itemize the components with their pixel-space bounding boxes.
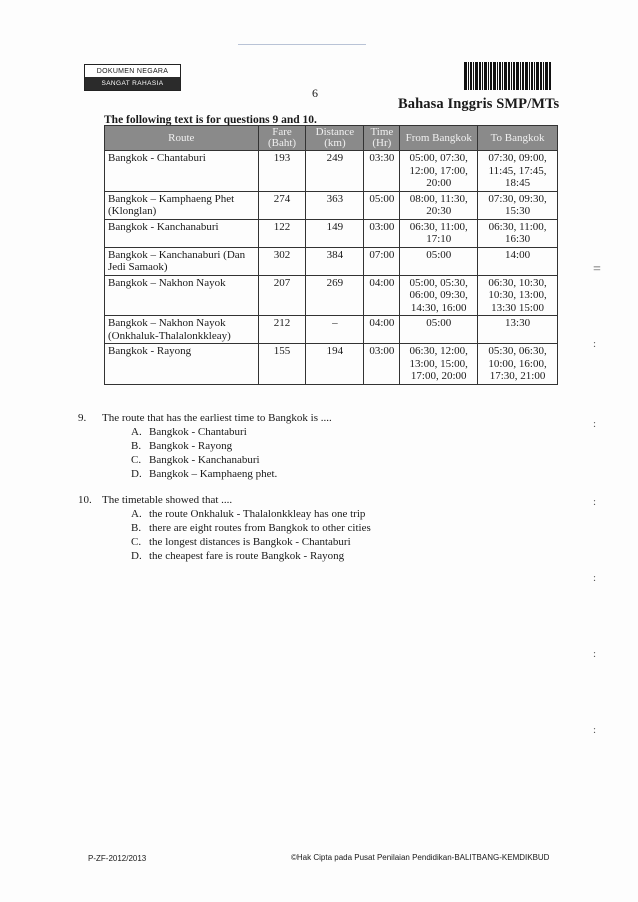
question-10-option-d[interactable] <box>131 550 344 562</box>
page-number: 6 <box>312 86 318 100</box>
to-bangkok-cell: 06:30, 11:00, 16:30 <box>478 219 558 247</box>
time-cell: 07:00 <box>364 247 400 275</box>
route-cell: Bangkok - Rayong <box>105 344 259 385</box>
route-cell: Bangkok – Kanchanaburi (Dan Jedi Samaok) <box>105 247 259 275</box>
option-letter: B. <box>131 440 142 452</box>
document-code: P-ZF-2012/2013 <box>88 854 147 863</box>
table-row <box>105 275 558 316</box>
fare-cell: 122 <box>258 219 306 247</box>
question-10-stem: The timetable showed that .... <box>102 494 233 506</box>
option-text: the cheapest fare is route Bangkok - Rayong <box>149 550 345 562</box>
option-text: Bangkok - Chantaburi <box>149 426 247 438</box>
fare-cell: 212 <box>258 316 306 344</box>
table-row <box>105 344 558 385</box>
to-bangkok-cell: 14:00 <box>478 247 558 275</box>
option-letter: C. <box>131 454 142 466</box>
header-distance: Distance (km) <box>306 126 364 151</box>
intro-text: The following text is for questions 9 and 10. <box>104 114 317 126</box>
question-9-option-c[interactable] <box>131 454 260 466</box>
fare-cell: 274 <box>258 191 306 219</box>
table-row <box>105 219 558 247</box>
question-9-option-d[interactable] <box>131 468 277 480</box>
distance-cell: 249 <box>306 151 364 192</box>
question-9-option-a[interactable] <box>131 426 247 438</box>
time-cell: 04:00 <box>364 275 400 316</box>
distance-cell: 149 <box>306 219 364 247</box>
to-bangkok-cell: 05:30, 06:30, 10:00, 16:00, 17:30, 21:00 <box>478 344 558 385</box>
table-header-row <box>105 126 558 151</box>
question-10-option-a[interactable] <box>131 508 365 520</box>
fare-cell: 207 <box>258 275 306 316</box>
distance-cell: – <box>306 316 364 344</box>
table-row <box>105 151 558 192</box>
to-bangkok-cell: 07:30, 09:30, 15:30 <box>478 191 558 219</box>
distance-cell: 363 <box>306 191 364 219</box>
option-letter: A. <box>131 426 142 438</box>
option-text: Bangkok - Rayong <box>149 440 233 452</box>
from-bangkok-cell: 05:00 <box>400 316 478 344</box>
to-bangkok-cell: 06:30, 10:30, 10:30, 13:00, 13:30 15:00 <box>478 275 558 316</box>
question-10-option-b[interactable] <box>131 522 371 534</box>
question-9-stem: The route that has the earliest time to Bangkok is .... <box>102 412 332 424</box>
route-cell: Bangkok – Nakhon Nayok (Onkhaluk-Thalalonkkleay) <box>105 316 259 344</box>
fare-cell: 193 <box>258 151 306 192</box>
option-letter: A. <box>131 508 142 520</box>
subject-title: Bahasa Inggris SMP/MTs <box>398 96 560 112</box>
margin-mark-icon: : <box>593 338 597 350</box>
option-letter: C. <box>131 536 142 548</box>
from-bangkok-cell: 05:00, 05:30, 06:00, 09:30, 14:30, 16:00 <box>400 275 478 316</box>
table-row <box>105 247 558 275</box>
to-bangkok-cell: 07:30, 09:00, 11:45, 17:45, 18:45 <box>478 151 558 192</box>
margin-mark-icon: : <box>593 724 597 736</box>
margin-mark-icon: = <box>593 262 601 277</box>
route-cell: Bangkok - Kanchanaburi <box>105 219 259 247</box>
margin-mark-icon: : <box>593 418 597 430</box>
header-time: Time (Hr) <box>364 126 400 151</box>
option-text: the longest distances is Bangkok - Chantaburi <box>149 536 351 548</box>
option-letter: D. <box>131 550 142 562</box>
margin-mark-icon: : <box>593 572 597 584</box>
option-text: the route Onkhaluk - Thalalonkkleay has one trip <box>149 508 366 520</box>
distance-cell: 384 <box>306 247 364 275</box>
option-letter: B. <box>131 522 142 534</box>
to-bangkok-cell: 13:30 <box>478 316 558 344</box>
distance-cell: 194 <box>306 344 364 385</box>
from-bangkok-cell: 06:30, 11:00, 17:10 <box>400 219 478 247</box>
header-fare: Fare (Baht) <box>258 126 306 151</box>
header-route: Route <box>105 126 259 151</box>
stamp-line-2: SANGAT RAHASIA <box>85 77 180 90</box>
from-bangkok-cell: 05:00, 07:30, 12:00, 17:00, 20:00 <box>400 151 478 192</box>
from-bangkok-cell: 08:00, 11:30, 20:30 <box>400 191 478 219</box>
top-rule <box>238 44 366 45</box>
from-bangkok-cell: 05:00 <box>400 247 478 275</box>
barcode-icon <box>464 62 560 90</box>
header-to-bangkok: To Bangkok <box>478 126 558 151</box>
option-text: Bangkok – Kamphaeng phet. <box>149 468 278 480</box>
option-text: there are eight routes from Bangkok to other cities <box>149 522 371 534</box>
time-cell: 03:00 <box>364 219 400 247</box>
route-cell: Bangkok – Kamphaeng Phet (Klonglan) <box>105 191 259 219</box>
time-cell: 03:30 <box>364 151 400 192</box>
option-letter: D. <box>131 468 142 480</box>
table-row <box>105 191 558 219</box>
from-bangkok-cell: 06:30, 12:00, 13:00, 15:00, 17:00, 20:00 <box>400 344 478 385</box>
fare-cell: 155 <box>258 344 306 385</box>
option-text: Bangkok - Kanchanaburi <box>149 454 260 466</box>
margin-mark-icon: : <box>593 496 597 508</box>
classification-stamp <box>84 64 181 91</box>
margin-mark-icon: : <box>593 648 597 660</box>
question-9-number: 9. <box>78 412 87 424</box>
copyright-notice: ©Hak Cipta pada Pusat Penilaian Pendidikan-BALITBANG-KEMDIKBUD <box>291 853 550 862</box>
question-10-option-c[interactable] <box>131 536 351 548</box>
header-from-bangkok: From Bangkok <box>400 126 478 151</box>
route-cell: Bangkok - Chantaburi <box>105 151 259 192</box>
time-cell: 03:00 <box>364 344 400 385</box>
route-cell: Bangkok – Nakhon Nayok <box>105 275 259 316</box>
time-cell: 05:00 <box>364 191 400 219</box>
bus-timetable <box>104 125 558 385</box>
distance-cell: 269 <box>306 275 364 316</box>
question-10-number: 10. <box>78 494 92 506</box>
fare-cell: 302 <box>258 247 306 275</box>
time-cell: 04:00 <box>364 316 400 344</box>
question-9-option-b[interactable] <box>131 440 232 452</box>
table-row <box>105 316 558 344</box>
stamp-line-1: DOKUMEN NEGARA <box>85 65 180 77</box>
